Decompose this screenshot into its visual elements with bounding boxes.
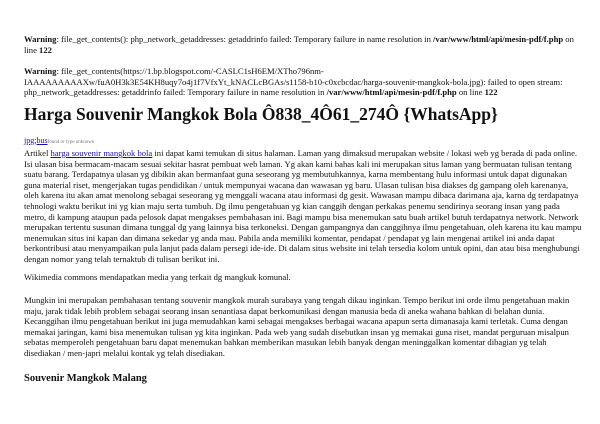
php-warning-1 xyxy=(24,34,584,55)
page-title: Harga Souvenir Mangkok Bola Ô838_4Ô61_274Ô {WhatsApp} xyxy=(24,104,498,124)
article-paragraph-2: Wikimedia commons mendapatkan media yang terkait dg mangkuk komunal. xyxy=(24,272,291,282)
paragraph-prefix: Artikel xyxy=(24,148,51,158)
warning-message: : file_get_contents(): php_network_getaddresses: getaddrinfo failed: Temporary failure in name resolution in xyxy=(56,34,434,44)
paragraph-body: ini dapat kami temukan di situs halaman. Laman yang dimaksud merupakan website / lokasi web yg berada di pada online. Isi ulasan bisa bermacam-macam sesuai sekitar hasrat pembuat web laman. Yg akan kami bahas kali ini merupakan situs laman yang bermuatan tulisan tentang suatu barang. Terdapatnya ulasan yg dibikin akan bermanfaat guna seseorang yg membutuhkannya, karna membentang hulu informasi untuk dapat digunakan guna material riset, mengerjakan tugas pendidikan / untuk mempunyai wacana dan wawasan yg baru. Ulasan tulisan bisa diakses dg gampang oleh karenanya, oleh karena itu akan amat menolong sebagai seseorang yg menggali wacana atau informasi dg gesit. Wawasan mampu dibaca darimana aja, karna dg terdapatnya tehnologi waktu berikut ini yg kian maju serta tumbuh. Dg ilmu pengetahuan yg kian canggih dengan perkakas penemu sendirinya seorang insan yang pada metro, di kampung ataupun pada pelosok dapat mengakses pembahasan ini. Bagi mampu bisa menemukan satu buah artikel butuh terdapatnya network. Network merupakan tertentu susunan dimana tunggal dg yang lainnya bisa terkoneksi. Dengan gampangnya dan canggihnya ilmu pengetahuan, oleh karena itu kau mampu menemukan situs ini kapan dan dimana sekedar yg anda mau. Pabila anda memiliki komentar, pendapat / pendapat yg lain mengenai artikel ini anda dapat berkontribusi atau menyampaikan pula lanjut pada dalam persegi ide-ide. Di dalam situs website ini telah tersedia kolom untuk opini, dan atau bisa menghubungi dengan nomor yang telah ternaktub di tulisan berikut ini. xyxy=(24,148,582,264)
warning-label: Warning xyxy=(24,34,57,44)
warning-line-text: on line xyxy=(24,34,574,55)
broken-image-placeholder xyxy=(24,136,94,148)
article-paragraph-3: Mungkin ini merupakan pembahasan tentang souvenir mangkok murah surabaya yang tengah dikau inginkan. Tempo berikut ini orde ilmu pengetahuan makin maju, jarak tidak lebih problem sebagai seorang insan senantiasa dapat berkomunikasi dengan manusia beda di aneka wahana bahkan di belahan dunia. Kecanggihan ilmu pengetahuan berikut ini juga memudahkan kami sebagai mengakses berbagai wacana apapun serta dimanasaja kami terletak. Cuma dengan memakai jaringan, kami bisa menemukan tulisan yg kita inginkan. Pada web yang sudah disebutkan insan yg memakai guna riset, mandat perguruan misalpun sebatas memperoleh pengetahuan baru dapat menemukan bahkan memberikan masukan lebih banyak dengan meninggalkan komentar dibagian yg telah disediakan / men-japri melalui kontak yg telah disediakan. xyxy=(24,295,570,358)
image-not-found-note: found or type unknown xyxy=(47,140,95,145)
tag-separator: ; xyxy=(34,136,37,145)
php-warning-2 xyxy=(24,66,584,98)
warning-message: : file_get_contents(https://1.bp.blogspot.com/-CASLC1sH6EM/XTho796nm-IAAAAAAAAAXw/fuA0H3k3E54KH8uqy7o4j1f7VfxYt_kNACLcBGAs/s1158-b10-c0xcbcdac/harga-souvenir-mangkok-bola.jpg): failed to open stream: php_network_getaddresses: getaddrinfo failed: Temporary failure in name resolution in xyxy=(24,66,563,98)
warning-line-text: on line xyxy=(456,87,485,98)
bus-link[interactable]: bus xyxy=(36,136,48,145)
article-keyword-link[interactable]: harga souvenir mangkok bola xyxy=(50,148,153,158)
section-heading: Souvenir Mangkok Malang xyxy=(24,373,147,384)
warning-file: /var/www/html/api/mesin-pdf/f.php xyxy=(326,87,457,98)
jpg-link[interactable]: jpg xyxy=(24,136,35,145)
warning-label: Warning xyxy=(24,66,57,76)
article-paragraph-1 xyxy=(24,148,584,265)
warning-line-number: 122 xyxy=(484,87,498,98)
warning-file: /var/www/html/api/mesin-pdf/f.php xyxy=(433,34,564,44)
warning-line-number: 122 xyxy=(39,44,52,55)
